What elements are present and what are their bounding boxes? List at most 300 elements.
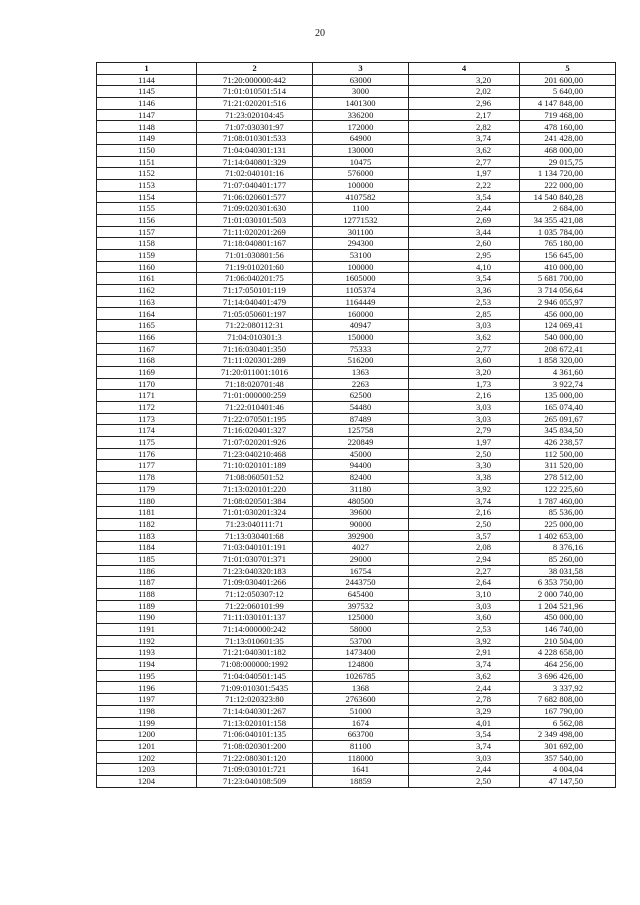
table-row <box>97 156 616 168</box>
cadastral-value-cell: 38 031,58 <box>520 565 616 577</box>
table-row <box>97 530 616 542</box>
specific-value-cell: 2,44 <box>409 682 520 694</box>
cadastral-number-cell: 71:01:030701:371 <box>197 553 313 565</box>
table-row <box>97 437 616 449</box>
page-number: 20 <box>315 28 325 39</box>
cadastral-value-cell: 2 000 740,00 <box>520 588 616 600</box>
area-cell: 87489 <box>313 413 409 425</box>
area-cell: 58000 <box>313 624 409 636</box>
area-cell: 31180 <box>313 483 409 495</box>
row-number-cell: 1156 <box>97 214 197 226</box>
specific-value-cell: 3,62 <box>409 670 520 682</box>
table-row <box>97 285 616 297</box>
table-row <box>97 553 616 565</box>
cadastral-number-cell: 71:07:020201:926 <box>197 437 313 449</box>
area-cell: 75333 <box>313 343 409 355</box>
row-number-cell: 1171 <box>97 390 197 402</box>
area-cell: 1473400 <box>313 647 409 659</box>
table-row <box>97 98 616 110</box>
cadastral-number-cell: 71:06:020601:577 <box>197 191 313 203</box>
table-row <box>97 682 616 694</box>
specific-value-cell: 3,74 <box>409 495 520 507</box>
cadastral-value-cell: 1 858 320,00 <box>520 355 616 367</box>
specific-value-cell: 2,50 <box>409 775 520 787</box>
specific-value-cell: 2,77 <box>409 343 520 355</box>
table-row <box>97 413 616 425</box>
cadastral-number-cell: 71:23:040108:509 <box>197 775 313 787</box>
row-number-cell: 1153 <box>97 179 197 191</box>
specific-value-cell: 3,62 <box>409 144 520 156</box>
cadastral-number-cell: 71:13:020101:220 <box>197 483 313 495</box>
table-row <box>97 250 616 262</box>
cadastral-number-cell: 71:22:080112:31 <box>197 320 313 332</box>
cadastral-value-cell: 301 692,00 <box>520 740 616 752</box>
cadastral-number-cell: 71:08:060501:52 <box>197 472 313 484</box>
table-row <box>97 717 616 729</box>
table-row <box>97 355 616 367</box>
cadastral-number-cell: 71:08:020501:384 <box>197 495 313 507</box>
specific-value-cell: 2,69 <box>409 214 520 226</box>
row-number-cell: 1164 <box>97 308 197 320</box>
column-header-2: 2 <box>197 63 313 75</box>
specific-value-cell: 2,22 <box>409 179 520 191</box>
cadastral-value-cell: 540 000,00 <box>520 331 616 343</box>
row-number-cell: 1181 <box>97 507 197 519</box>
cadastral-value-cell: 3 922,74 <box>520 378 616 390</box>
specific-value-cell: 3,60 <box>409 355 520 367</box>
row-number-cell: 1168 <box>97 355 197 367</box>
specific-value-cell: 2,44 <box>409 203 520 215</box>
cadastral-number-cell: 71:01:000000:259 <box>197 390 313 402</box>
cadastral-number-cell: 71:10:020101:189 <box>197 460 313 472</box>
column-header-4: 4 <box>409 63 520 75</box>
cadastral-number-cell: 71:07:040401:177 <box>197 179 313 191</box>
area-cell: 90000 <box>313 518 409 530</box>
table-row <box>97 121 616 133</box>
cadastral-number-cell: 71:01:030801:56 <box>197 250 313 262</box>
table-row <box>97 74 616 86</box>
cadastral-number-cell: 71:04:040501:145 <box>197 670 313 682</box>
table-body <box>97 74 616 787</box>
table-row <box>97 425 616 437</box>
row-number-cell: 1147 <box>97 109 197 121</box>
area-cell: 53100 <box>313 250 409 262</box>
row-number-cell: 1161 <box>97 273 197 285</box>
cadastral-value-cell: 1 134 720,00 <box>520 168 616 180</box>
area-cell: 130000 <box>313 144 409 156</box>
specific-value-cell: 3,54 <box>409 273 520 285</box>
table-row <box>97 518 616 530</box>
cadastral-value-cell: 146 740,00 <box>520 624 616 636</box>
row-number-cell: 1159 <box>97 250 197 262</box>
row-number-cell: 1203 <box>97 764 197 776</box>
area-cell: 124800 <box>313 659 409 671</box>
area-cell: 94400 <box>313 460 409 472</box>
area-cell: 1605000 <box>313 273 409 285</box>
specific-value-cell: 3,44 <box>409 226 520 238</box>
table-row <box>97 214 616 226</box>
table-row <box>97 472 616 484</box>
specific-value-cell: 2,02 <box>409 86 520 98</box>
table-row <box>97 483 616 495</box>
cadastral-value-cell: 2 946 055,97 <box>520 296 616 308</box>
cadastral-value-cell: 3 337,92 <box>520 682 616 694</box>
specific-value-cell: 2,60 <box>409 238 520 250</box>
cadastral-value-cell: 85 260,00 <box>520 553 616 565</box>
area-cell: 51000 <box>313 705 409 717</box>
cadastral-number-cell: 71:21:040301:182 <box>197 647 313 659</box>
cadastral-value-cell: 4 228 658,00 <box>520 647 616 659</box>
row-number-cell: 1186 <box>97 565 197 577</box>
area-cell: 2443750 <box>313 577 409 589</box>
cadastral-number-cell: 71:11:020201:269 <box>197 226 313 238</box>
specific-value-cell: 3,03 <box>409 320 520 332</box>
cadastral-number-cell: 71:12:050307:12 <box>197 588 313 600</box>
row-number-cell: 1196 <box>97 682 197 694</box>
cadastral-number-cell: 71:01:010501:514 <box>197 86 313 98</box>
row-number-cell: 1167 <box>97 343 197 355</box>
cadastral-number-cell: 71:23:020104:45 <box>197 109 313 121</box>
cadastral-value-cell: 222 000,00 <box>520 179 616 191</box>
table-row <box>97 320 616 332</box>
area-cell: 39600 <box>313 507 409 519</box>
row-number-cell: 1185 <box>97 553 197 565</box>
cadastral-value-cell: 124 069,41 <box>520 320 616 332</box>
cadastral-value-cell: 167 790,00 <box>520 705 616 717</box>
row-number-cell: 1176 <box>97 448 197 460</box>
area-cell: 1164449 <box>313 296 409 308</box>
cadastral-number-cell: 71:04:040301:131 <box>197 144 313 156</box>
area-cell: 40947 <box>313 320 409 332</box>
table-row <box>97 366 616 378</box>
area-cell: 29000 <box>313 553 409 565</box>
specific-value-cell: 3,03 <box>409 401 520 413</box>
table-row <box>97 705 616 717</box>
table-row <box>97 296 616 308</box>
cadastral-number-cell: 71:09:030401:266 <box>197 577 313 589</box>
cadastral-value-cell: 2 684,00 <box>520 203 616 215</box>
specific-value-cell: 2,94 <box>409 553 520 565</box>
table-row <box>97 331 616 343</box>
row-number-cell: 1177 <box>97 460 197 472</box>
area-cell: 45000 <box>313 448 409 460</box>
cadastral-number-cell: 71:08:000000:1992 <box>197 659 313 671</box>
cadastral-number-cell: 71:11:030101:137 <box>197 612 313 624</box>
column-header-3: 3 <box>313 63 409 75</box>
cadastral-number-cell: 71:05:050601:197 <box>197 308 313 320</box>
cadastral-value-cell: 112 500,00 <box>520 448 616 460</box>
cadastral-number-cell: 71:12:020323:80 <box>197 694 313 706</box>
cadastral-number-cell: 71:08:020301:200 <box>197 740 313 752</box>
cadastral-value-cell: 464 256,00 <box>520 659 616 671</box>
area-cell: 10475 <box>313 156 409 168</box>
area-cell: 2763600 <box>313 694 409 706</box>
area-cell: 160000 <box>313 308 409 320</box>
cadastral-value-cell: 47 147,50 <box>520 775 616 787</box>
area-cell: 1100 <box>313 203 409 215</box>
cadastral-value-cell: 456 000,00 <box>520 308 616 320</box>
cadastral-value-cell: 1 787 460,00 <box>520 495 616 507</box>
cadastral-number-cell: 71:18:020701:48 <box>197 378 313 390</box>
cadastral-number-cell: 71:18:040801:167 <box>197 238 313 250</box>
area-cell: 397532 <box>313 600 409 612</box>
cadastral-value-cell: 1 204 521,96 <box>520 600 616 612</box>
cadastral-number-cell: 71:01:030201:324 <box>197 507 313 519</box>
cadastral-number-cell: 71:20:000000:442 <box>197 74 313 86</box>
table-row <box>97 694 616 706</box>
cadastral-number-cell: 71:07:030301:97 <box>197 121 313 133</box>
specific-value-cell: 3,38 <box>409 472 520 484</box>
area-cell: 18859 <box>313 775 409 787</box>
table-row <box>97 460 616 472</box>
area-cell: 62500 <box>313 390 409 402</box>
row-number-cell: 1189 <box>97 600 197 612</box>
area-cell: 516200 <box>313 355 409 367</box>
table-row <box>97 378 616 390</box>
cadastral-number-cell: 71:13:020101:158 <box>197 717 313 729</box>
row-number-cell: 1146 <box>97 98 197 110</box>
row-number-cell: 1192 <box>97 635 197 647</box>
area-cell: 100000 <box>313 261 409 273</box>
table-row <box>97 401 616 413</box>
cadastral-value-cell: 156 645,00 <box>520 250 616 262</box>
cadastral-number-cell: 71:01:030101:503 <box>197 214 313 226</box>
cadastral-number-cell: 71:23:040210:468 <box>197 448 313 460</box>
row-number-cell: 1145 <box>97 86 197 98</box>
cadastral-value-cell: 450 000,00 <box>520 612 616 624</box>
specific-value-cell: 3,20 <box>409 74 520 86</box>
table-row <box>97 752 616 764</box>
table-row <box>97 775 616 787</box>
cadastral-value-cell: 278 512,00 <box>520 472 616 484</box>
row-number-cell: 1158 <box>97 238 197 250</box>
cadastral-number-cell: 71:22:010401:46 <box>197 401 313 413</box>
cadastral-value-cell: 478 160,00 <box>520 121 616 133</box>
area-cell: 125000 <box>313 612 409 624</box>
specific-value-cell: 2,27 <box>409 565 520 577</box>
row-number-cell: 1182 <box>97 518 197 530</box>
cadastral-value-cell: 357 540,00 <box>520 752 616 764</box>
table-header-row <box>97 63 616 75</box>
specific-value-cell: 3,30 <box>409 460 520 472</box>
table-row <box>97 565 616 577</box>
table-row <box>97 168 616 180</box>
row-number-cell: 1187 <box>97 577 197 589</box>
specific-value-cell: 3,92 <box>409 635 520 647</box>
table-row <box>97 109 616 121</box>
cadastral-value-cell: 210 504,00 <box>520 635 616 647</box>
cadastral-value-cell: 311 520,00 <box>520 460 616 472</box>
area-cell: 81100 <box>313 740 409 752</box>
row-number-cell: 1173 <box>97 413 197 425</box>
area-cell: 1105374 <box>313 285 409 297</box>
row-number-cell: 1157 <box>97 226 197 238</box>
row-number-cell: 1175 <box>97 437 197 449</box>
specific-value-cell: 3,03 <box>409 413 520 425</box>
row-number-cell: 1144 <box>97 74 197 86</box>
specific-value-cell: 2,08 <box>409 542 520 554</box>
row-number-cell: 1166 <box>97 331 197 343</box>
table-row <box>97 635 616 647</box>
area-cell: 1363 <box>313 366 409 378</box>
specific-value-cell: 2,77 <box>409 156 520 168</box>
row-number-cell: 1163 <box>97 296 197 308</box>
table-row <box>97 191 616 203</box>
row-number-cell: 1178 <box>97 472 197 484</box>
cadastral-value-cell: 122 225,60 <box>520 483 616 495</box>
cadastral-number-cell: 71:22:060101:99 <box>197 600 313 612</box>
area-cell: 118000 <box>313 752 409 764</box>
table-row <box>97 203 616 215</box>
cadastral-value-table <box>96 62 616 788</box>
table-row <box>97 670 616 682</box>
cadastral-number-cell: 71:09:030101:721 <box>197 764 313 776</box>
table-row <box>97 308 616 320</box>
cadastral-value-cell: 4 004,04 <box>520 764 616 776</box>
row-number-cell: 1149 <box>97 133 197 145</box>
cadastral-number-cell: 71:19:010201:60 <box>197 261 313 273</box>
cadastral-value-cell: 410 000,00 <box>520 261 616 273</box>
cadastral-number-cell: 71:23:040320:183 <box>197 565 313 577</box>
row-number-cell: 1201 <box>97 740 197 752</box>
specific-value-cell: 3,10 <box>409 588 520 600</box>
table-row <box>97 659 616 671</box>
specific-value-cell: 3,20 <box>409 366 520 378</box>
cadastral-number-cell: 71:06:040101:135 <box>197 729 313 741</box>
specific-value-cell: 3,62 <box>409 331 520 343</box>
cadastral-number-cell: 71:20:011001:1016 <box>197 366 313 378</box>
specific-value-cell: 3,92 <box>409 483 520 495</box>
table-row <box>97 647 616 659</box>
row-number-cell: 1154 <box>97 191 197 203</box>
cadastral-value-cell: 14 540 840,28 <box>520 191 616 203</box>
area-cell: 220849 <box>313 437 409 449</box>
table-row <box>97 542 616 554</box>
specific-value-cell: 3,29 <box>409 705 520 717</box>
area-cell: 64900 <box>313 133 409 145</box>
table-row <box>97 448 616 460</box>
row-number-cell: 1190 <box>97 612 197 624</box>
specific-value-cell: 2,17 <box>409 109 520 121</box>
specific-value-cell: 2,78 <box>409 694 520 706</box>
row-number-cell: 1162 <box>97 285 197 297</box>
specific-value-cell: 2,50 <box>409 448 520 460</box>
cadastral-value-cell: 34 355 421,08 <box>520 214 616 226</box>
row-number-cell: 1160 <box>97 261 197 273</box>
specific-value-cell: 2,64 <box>409 577 520 589</box>
area-cell: 336200 <box>313 109 409 121</box>
cadastral-value-cell: 1 402 653,00 <box>520 530 616 542</box>
cadastral-value-cell: 201 600,00 <box>520 74 616 86</box>
table-row <box>97 390 616 402</box>
specific-value-cell: 2,16 <box>409 390 520 402</box>
cadastral-value-cell: 3 714 056,64 <box>520 285 616 297</box>
cadastral-value-cell: 5 640,00 <box>520 86 616 98</box>
table-row <box>97 261 616 273</box>
row-number-cell: 1193 <box>97 647 197 659</box>
row-number-cell: 1199 <box>97 717 197 729</box>
table-row <box>97 238 616 250</box>
table-row <box>97 600 616 612</box>
cadastral-value-cell: 6 562,08 <box>520 717 616 729</box>
cadastral-number-cell: 71:16:030401:350 <box>197 343 313 355</box>
cadastral-value-cell: 4 361,60 <box>520 366 616 378</box>
specific-value-cell: 3,36 <box>409 285 520 297</box>
area-cell: 1674 <box>313 717 409 729</box>
cadastral-value-cell: 5 681 700,00 <box>520 273 616 285</box>
table-row <box>97 612 616 624</box>
cadastral-number-cell: 71:13:010601:35 <box>197 635 313 647</box>
specific-value-cell: 2,53 <box>409 296 520 308</box>
table-row <box>97 624 616 636</box>
column-header-5: 5 <box>520 63 616 75</box>
area-cell: 4027 <box>313 542 409 554</box>
cadastral-value-cell: 4 147 848,00 <box>520 98 616 110</box>
area-cell: 1401300 <box>313 98 409 110</box>
cadastral-number-cell: 71:23:040111:71 <box>197 518 313 530</box>
row-number-cell: 1180 <box>97 495 197 507</box>
specific-value-cell: 2,95 <box>409 250 520 262</box>
row-number-cell: 1204 <box>97 775 197 787</box>
row-number-cell: 1183 <box>97 530 197 542</box>
row-number-cell: 1152 <box>97 168 197 180</box>
row-number-cell: 1169 <box>97 366 197 378</box>
area-cell: 100000 <box>313 179 409 191</box>
area-cell: 16754 <box>313 565 409 577</box>
cadastral-number-cell: 71:02:040101:16 <box>197 168 313 180</box>
row-number-cell: 1179 <box>97 483 197 495</box>
cadastral-number-cell: 71:08:010301:533 <box>197 133 313 145</box>
area-cell: 1641 <box>313 764 409 776</box>
area-cell: 82400 <box>313 472 409 484</box>
cadastral-number-cell: 71:03:040101:191 <box>197 542 313 554</box>
row-number-cell: 1170 <box>97 378 197 390</box>
cadastral-number-cell: 71:14:040801:329 <box>197 156 313 168</box>
area-cell: 125758 <box>313 425 409 437</box>
table-row <box>97 133 616 145</box>
cadastral-value-cell: 208 672,41 <box>520 343 616 355</box>
cadastral-number-cell: 71:14:040301:267 <box>197 705 313 717</box>
specific-value-cell: 1,97 <box>409 437 520 449</box>
table-row <box>97 740 616 752</box>
row-number-cell: 1200 <box>97 729 197 741</box>
cadastral-number-cell: 71:13:030401:68 <box>197 530 313 542</box>
area-cell: 294300 <box>313 238 409 250</box>
cadastral-value-cell: 7 682 808,00 <box>520 694 616 706</box>
area-cell: 172000 <box>313 121 409 133</box>
cadastral-number-cell: 71:11:020301:289 <box>197 355 313 367</box>
area-cell: 663700 <box>313 729 409 741</box>
specific-value-cell: 1,73 <box>409 378 520 390</box>
specific-value-cell: 3,03 <box>409 752 520 764</box>
table-row <box>97 729 616 741</box>
row-number-cell: 1195 <box>97 670 197 682</box>
specific-value-cell: 4,10 <box>409 261 520 273</box>
specific-value-cell: 2,16 <box>409 507 520 519</box>
cadastral-value-cell: 135 000,00 <box>520 390 616 402</box>
specific-value-cell: 2,85 <box>409 308 520 320</box>
row-number-cell: 1155 <box>97 203 197 215</box>
cadastral-number-cell: 71:09:020301:630 <box>197 203 313 215</box>
area-cell: 1026785 <box>313 670 409 682</box>
area-cell: 53700 <box>313 635 409 647</box>
area-cell: 2263 <box>313 378 409 390</box>
cadastral-number-cell: 71:17:050101:119 <box>197 285 313 297</box>
row-number-cell: 1148 <box>97 121 197 133</box>
cadastral-value-cell: 468 000,00 <box>520 144 616 156</box>
cadastral-number-cell: 71:14:000000:242 <box>197 624 313 636</box>
area-cell: 1368 <box>313 682 409 694</box>
